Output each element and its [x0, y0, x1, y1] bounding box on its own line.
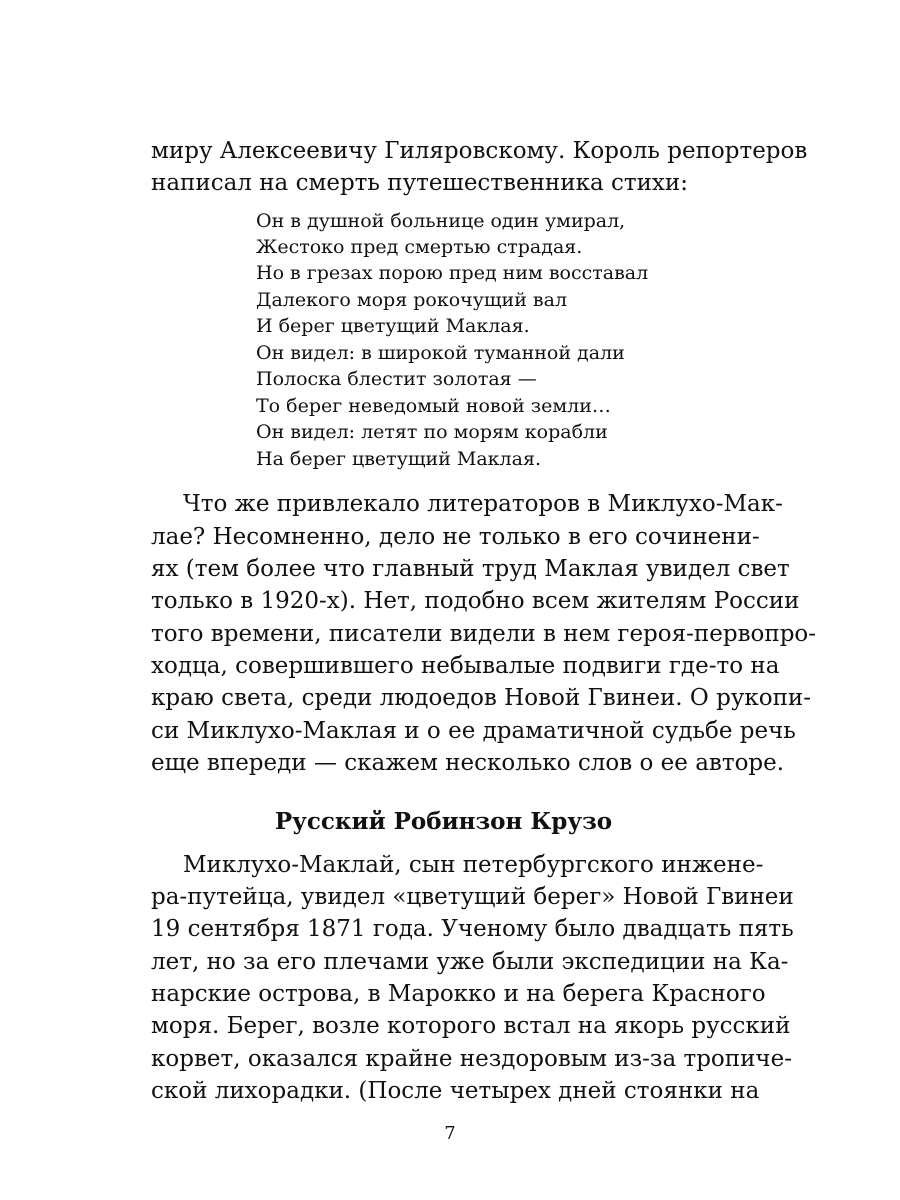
prose-line: Миклухо-Маклай, сын петербургского инжене- — [183, 852, 764, 878]
prose-line: миру Алексеевичу Гиляровскому. Король репортеров — [151, 138, 808, 164]
verse-line: На берег цветущий Маклая. — [256, 448, 541, 470]
prose-line: только в 1920-х). Нет, подобно всем жителям России — [151, 588, 800, 614]
verse-line: Жестоко пред смертью страдая. — [256, 236, 583, 258]
verse-line: То берег неведомый новой земли… — [256, 395, 611, 417]
prose-line: лае? Несомненно, дело не только в его сочинени- — [151, 524, 760, 550]
verse-line: Он видел: в широкой туманной дали — [256, 342, 625, 364]
prose-line: ской лихорадки. (После четырех дней стоянки на — [151, 1078, 760, 1104]
prose-line: написал на смерть путешественника стихи: — [151, 170, 688, 196]
prose-line: краю света, среди людоедов Новой Гвинеи. О рукопи- — [151, 685, 812, 711]
prose-line: ях (тем более что главный труд Маклая увидел свет — [151, 556, 790, 582]
verse-line: Он видел: летят по морям корабли — [256, 421, 608, 443]
verse-line: И берег цветущий Маклая. — [256, 315, 530, 337]
prose-line: моря. Берег, возле которого встал на якорь русский — [151, 1013, 791, 1039]
prose-line: Что же привлекало литераторов в Миклухо-Мак- — [183, 491, 783, 517]
prose-line: нарские острова, в Марокко и на берега Красного — [151, 981, 766, 1007]
prose-line: корвет, оказался крайне нездоровым из-за тропиче- — [151, 1046, 793, 1072]
verse-line: Но в грезах порою пред ним восставал — [256, 262, 649, 284]
prose-line: еще впереди — скажем несколько слов о ее авторе. — [151, 750, 785, 776]
verse-line: Полоска блестит золотая — — [256, 368, 537, 390]
prose-line: лет, но за его плечами уже были экспедиции на Ка- — [151, 949, 789, 975]
prose-line: того времени, писатели видели в нем героя-первопро- — [151, 621, 817, 647]
verse-line: Далекого моря рокочущий вал — [256, 289, 568, 311]
prose-line: ра-путейца, увидел «цветущий берег» Новой Гвинеи — [151, 884, 794, 910]
page-number: 7 — [444, 1123, 456, 1144]
prose-line: ходца, совершившего небывалые подвиги где-то на — [151, 653, 780, 679]
verse-line: Он в душной больнице один умирал, — [256, 210, 626, 232]
prose-line: си Миклухо-Маклая и о ее драматичной судьбе речь — [151, 718, 796, 744]
prose-line: 19 сентября 1871 года. Ученому было двадцать пять — [151, 916, 794, 942]
section-heading: Русский Робинзон Крузо — [274, 808, 613, 835]
